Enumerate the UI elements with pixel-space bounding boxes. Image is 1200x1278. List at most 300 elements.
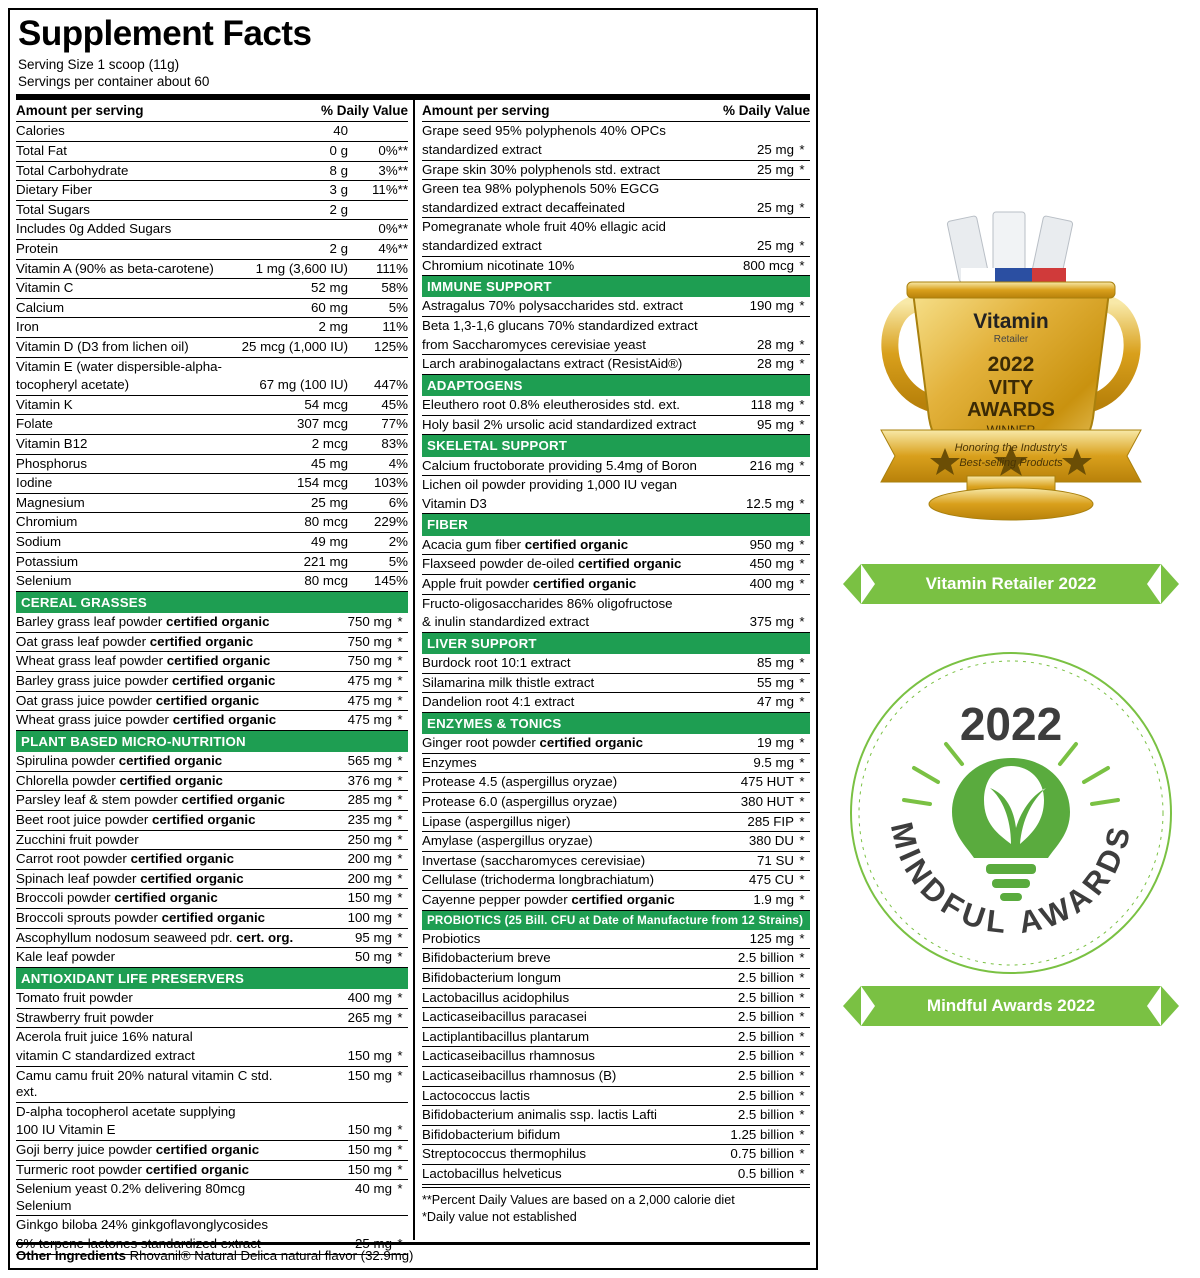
- nutrient-star: *: [392, 1008, 408, 1028]
- nutrient-row: [422, 949, 810, 969]
- nutrient-name: Wheat grass leaf powder certified organic: [16, 652, 296, 672]
- nutrient-row: [16, 122, 408, 141]
- nutrient-row: [422, 930, 810, 949]
- nutrient-amount: 60 mg: [242, 298, 348, 318]
- nutrient-amount: 376 mg: [296, 771, 392, 791]
- nutrient-row: [16, 752, 408, 771]
- nutrient-amount: 150 mg: [296, 1121, 392, 1140]
- nutrient-daily-value: 5%: [348, 298, 408, 318]
- nutrient-row: [422, 218, 810, 237]
- nutrient-amount: 25 mg: [698, 199, 794, 218]
- nutrient-amount: [698, 180, 794, 199]
- nutrient-daily-value: 58%: [348, 279, 408, 299]
- nutrient-star: *: [392, 948, 408, 968]
- nutrient-star: *: [794, 693, 810, 713]
- nutrient-amount: 150 mg: [296, 889, 392, 909]
- nutrient-row: [16, 1140, 408, 1160]
- nutrient-star: *: [794, 256, 810, 276]
- nutrition-column-left: [16, 100, 413, 1252]
- nutrient-row: [422, 336, 810, 355]
- nutrient-row: [422, 122, 810, 141]
- nutrient-amount: 380 HUT: [698, 793, 794, 813]
- nutrient-star: *: [794, 396, 810, 415]
- nutrient-amount: 475 HUT: [698, 773, 794, 793]
- nutrient-row: [422, 753, 810, 773]
- nutrient-star: *: [794, 1027, 810, 1047]
- nutrient-amount: 380 DU: [698, 832, 794, 852]
- nutrient-row: [16, 672, 408, 692]
- nutrient-name: 6% terpene lactones standardized extract: [16, 1235, 296, 1254]
- nutrient-star: *: [794, 1106, 810, 1126]
- nutrient-name: Includes 0g Added Sugars: [16, 220, 242, 240]
- nutrient-row: [16, 691, 408, 711]
- section-header: ADAPTOGENS: [422, 375, 810, 396]
- nutrient-star: *: [794, 891, 810, 911]
- nutrient-table: [422, 457, 810, 515]
- nutrient-amount: [698, 218, 794, 237]
- nutrient-row: [422, 1008, 810, 1028]
- serving-size: Serving Size 1 scoop (11g): [18, 56, 180, 72]
- ribbon2-notch-left: [861, 986, 875, 1026]
- nutrient-name: Fructo-oligosaccharides 86% oligofructose: [422, 595, 673, 611]
- organic-tag: certified organic: [166, 614, 270, 630]
- organic-tag: certified organic: [130, 851, 235, 867]
- nutrient-amount: 19 mg: [698, 734, 794, 753]
- nutrient-name: Lactiplantibacillus plantarum: [422, 1027, 698, 1047]
- nutrient-amount: 475 CU: [698, 871, 794, 891]
- nutrient-name: Spinach leaf powder certified organic: [16, 869, 296, 889]
- nutrient-amount: 2 g: [242, 239, 348, 259]
- nutrient-row: [16, 572, 408, 592]
- nutrient-row: [422, 613, 810, 632]
- nutrient-amount: [698, 476, 794, 495]
- organic-tag: cert. org.: [236, 929, 294, 945]
- nutrient-star: [794, 594, 810, 613]
- organic-tag: certified organic: [140, 870, 244, 886]
- organic-tag: certified organic: [172, 712, 277, 728]
- nutrient-star: *: [392, 909, 408, 929]
- nutrient-amount: 52 mg: [242, 279, 348, 299]
- nutrient-amount: 307 mcg: [242, 415, 348, 435]
- nutrient-row: [16, 1160, 408, 1180]
- nutrient-row: [422, 891, 810, 911]
- nutrient-name: Phosphorus: [16, 454, 242, 474]
- nutrient-name: Folate: [16, 415, 242, 435]
- nutrient-star: *: [794, 988, 810, 1008]
- nutrient-star: *: [392, 1160, 408, 1180]
- nutrient-row: [422, 355, 810, 375]
- nutrient-star: [794, 218, 810, 237]
- nutrient-amount: 95 mg: [698, 415, 794, 435]
- nutrient-name: & inulin standardized extract: [422, 613, 698, 632]
- nutrient-name: Cellulase (trichoderma longbrachiatum): [422, 871, 698, 891]
- nutrient-row: [422, 773, 810, 793]
- nutrient-row: [422, 555, 810, 575]
- trophy-line1-text: VITY: [988, 377, 1034, 399]
- nutrient-row: [16, 474, 408, 494]
- nutrient-daily-value: 447%: [348, 376, 408, 395]
- nutrient-row: [16, 239, 408, 259]
- nutrient-row: [16, 318, 408, 338]
- nutrient-amount: 100 mg: [296, 909, 392, 929]
- section-header: PLANT BASED MICRO-NUTRITION: [16, 731, 408, 752]
- nutrient-row: [422, 968, 810, 988]
- nutrient-name: Ginger root powder certified organic: [422, 734, 698, 753]
- nutrient-daily-value: 6%: [348, 493, 408, 513]
- nutrient-row: [422, 180, 810, 199]
- nutrient-table: [16, 122, 408, 592]
- nutrient-name: Ginkgo biloba 24% ginkgoflavonglycosides: [16, 1217, 269, 1233]
- nutrient-table: [422, 297, 810, 374]
- nutrient-amount: [242, 220, 348, 240]
- nutrient-amount: 2.5 billion: [698, 1106, 794, 1126]
- daily-value-label: % Daily Value: [320, 103, 408, 119]
- organic-tag: certified organic: [114, 890, 218, 906]
- nutrient-star: *: [794, 793, 810, 813]
- nutrient-name: Cayenne pepper powder certified organic: [422, 891, 698, 911]
- nutrient-row: [422, 1086, 810, 1106]
- nutrient-amount: 9.5 mg: [698, 753, 794, 773]
- seal-year-text: 2022: [959, 698, 1063, 750]
- nutrient-name: vitamin C standardized extract: [16, 1047, 296, 1066]
- nutrient-row: [422, 415, 810, 435]
- nutrient-name: Magnesium: [16, 493, 242, 513]
- nutrient-amount: [242, 357, 348, 376]
- nutrition-column-right: [413, 100, 810, 1240]
- nutrient-name: Vitamin E (water dispersible-alpha-: [16, 358, 222, 374]
- nutrient-star: [794, 476, 810, 495]
- nutrient-amount: 49 mg: [242, 533, 348, 553]
- nutrient-star: *: [794, 536, 810, 555]
- right-column-body: [422, 122, 810, 1184]
- nutrient-name: 100 IU Vitamin E: [16, 1121, 296, 1140]
- section-header: IMMUNE SUPPORT: [422, 276, 810, 297]
- nutrient-name: Acacia gum fiber certified organic: [422, 536, 698, 555]
- nutrient-amount: 125 mg: [698, 930, 794, 949]
- nutrient-star: *: [794, 968, 810, 988]
- nutrient-row: [422, 793, 810, 813]
- nutrient-row: [422, 199, 810, 218]
- nutrient-amount: 800 mcg: [698, 256, 794, 276]
- nutrient-amount: 250 mg: [296, 830, 392, 850]
- nutrient-name: Astragalus 70% polysaccharides std. extract: [422, 297, 698, 316]
- nutrient-star: *: [794, 336, 810, 355]
- nutrient-amount: 25 mg: [242, 493, 348, 513]
- nutrient-row: [16, 395, 408, 415]
- nutrient-row: [422, 1165, 810, 1185]
- nutrient-star: *: [794, 297, 810, 316]
- nutrient-star: *: [392, 672, 408, 692]
- nutrient-row: [16, 298, 408, 318]
- nutrient-name: Lacticaseibacillus paracasei: [422, 1008, 698, 1028]
- nutrient-row: [422, 851, 810, 871]
- nutrient-table: [16, 752, 408, 968]
- nutrient-daily-value: [348, 357, 408, 376]
- nutrient-amount: 1.9 mg: [698, 891, 794, 911]
- nutrient-name: Parsley leaf & stem powder certified organic: [16, 791, 296, 811]
- nutrient-row: [16, 771, 408, 791]
- ribbon-vitamin-retailer: [861, 564, 1161, 604]
- column-header-right: [422, 100, 810, 122]
- nutrient-name: Chromium nicotinate 10%: [422, 256, 698, 276]
- nutrient-row: [422, 574, 810, 594]
- nutrient-name: Probiotics: [422, 930, 698, 949]
- nutrient-table: [422, 734, 810, 910]
- nutrient-star: *: [794, 1047, 810, 1067]
- nutrient-amount: 25 mg: [698, 141, 794, 160]
- nutrient-daily-value: 145%: [348, 572, 408, 592]
- nutrient-row: [422, 871, 810, 891]
- nutrient-row: [16, 989, 408, 1008]
- nutrient-name: Oat grass juice powder certified organic: [16, 691, 296, 711]
- nutrient-name: Silamarina milk thistle extract: [422, 673, 698, 693]
- nutrient-name: Protease 4.5 (aspergillus oryzae): [422, 773, 698, 793]
- trophy-brand-sub-text: Retailer: [993, 334, 1029, 345]
- nutrient-row: [16, 454, 408, 474]
- nutrient-amount: [296, 1102, 392, 1121]
- nutrient-table: [16, 613, 408, 731]
- nutrient-daily-value: [348, 122, 408, 141]
- nutrient-amount: 80 mcg: [242, 513, 348, 533]
- nutrient-name: D-alpha tocopherol acetate supplying: [16, 1103, 236, 1119]
- nutrient-amount: 200 mg: [296, 869, 392, 889]
- mindful-awards-seal-icon: [846, 648, 1176, 978]
- nutrient-name: Calcium fructoborate providing 5.4mg of Boron: [422, 457, 698, 476]
- awards-column: [830, 8, 1192, 1270]
- footnotes: [422, 1187, 810, 1226]
- organic-tag: certified organic: [152, 811, 256, 827]
- nutrient-name: Dietary Fiber: [16, 181, 242, 201]
- nutrient-row: [16, 1028, 408, 1047]
- nutrient-row: [16, 415, 408, 435]
- nutrient-amount: 2 g: [242, 200, 348, 220]
- nutrient-amount: 150 mg: [296, 1047, 392, 1066]
- nutrient-amount: 95 mg: [296, 928, 392, 948]
- nutrient-star: *: [794, 773, 810, 793]
- nutrient-row: [422, 256, 810, 276]
- nutrient-row: [422, 812, 810, 832]
- nutrient-row: [16, 850, 408, 870]
- organic-tag: certified organic: [577, 556, 682, 572]
- nutrient-daily-value: 11%: [348, 318, 408, 338]
- nutrient-star: *: [794, 753, 810, 773]
- nutrient-amount: 3 g: [242, 181, 348, 201]
- nutrient-name: Selenium yeast 0.2% delivering 80mcg Selenium: [16, 1180, 296, 1216]
- nutrient-row: [16, 1121, 408, 1140]
- nutrient-star: *: [392, 989, 408, 1008]
- nutrient-amount: 450 mg: [698, 555, 794, 575]
- nutrient-star: [794, 180, 810, 199]
- footnote-daily-values: **Percent Daily Values are based on a 2,000 calorie diet: [422, 1192, 735, 1207]
- nutrient-row: [16, 357, 408, 376]
- nutrient-daily-value: 3%**: [348, 161, 408, 181]
- nutrient-name: Lactobacillus acidophilus: [422, 988, 698, 1008]
- nutrient-table: [422, 396, 810, 435]
- nutrient-amount: 475 mg: [296, 711, 392, 731]
- nutrient-daily-value: 5%: [348, 552, 408, 572]
- nutrient-name: Bifidobacterium breve: [422, 949, 698, 969]
- nutrient-star: *: [794, 555, 810, 575]
- nutrient-name: Protein: [16, 239, 242, 259]
- nutrient-name: Vitamin D3: [422, 495, 698, 514]
- nutrient-amount: 25 mcg (1,000 IU): [242, 337, 348, 357]
- nutrient-star: *: [392, 691, 408, 711]
- nutrient-name: Tomato fruit powder: [16, 989, 296, 1008]
- nutrient-star: *: [392, 810, 408, 830]
- nutrient-amount: 54 mcg: [242, 395, 348, 415]
- nutrient-row: [16, 493, 408, 513]
- nutrient-amount: 2 mcg: [242, 435, 348, 455]
- nutrient-name: Strawberry fruit powder: [16, 1008, 296, 1028]
- nutrient-star: *: [794, 1145, 810, 1165]
- nutrient-amount: 190 mg: [698, 297, 794, 316]
- ribbon2-notch-right: [1147, 986, 1161, 1026]
- section-header: ENZYMES & TONICS: [422, 713, 810, 734]
- nutrient-amount: 2.5 billion: [698, 1008, 794, 1028]
- nutrient-amount: 150 mg: [296, 1066, 392, 1102]
- nutrient-row: [422, 317, 810, 336]
- nutrient-amount: 750 mg: [296, 632, 392, 652]
- nutrient-table: [422, 654, 810, 713]
- nutrient-row: [422, 297, 810, 316]
- nutrient-star: *: [794, 851, 810, 871]
- nutrient-star: *: [794, 141, 810, 160]
- nutrient-name: Wheat grass juice powder certified organic: [16, 711, 296, 731]
- nutrient-name: Invertase (saccharomyces cerevisiae): [422, 851, 698, 871]
- nutrient-row: [16, 652, 408, 672]
- nutrient-star: *: [794, 495, 810, 514]
- nutrient-name: Eleuthero root 0.8% eleutherosides std. ext.: [422, 396, 698, 415]
- nutrient-name: Lactobacillus helveticus: [422, 1165, 698, 1185]
- nutrient-star: *: [794, 673, 810, 693]
- nutrient-amount: [698, 122, 794, 141]
- nutrient-row: [16, 1216, 408, 1235]
- nutrient-daily-value: 83%: [348, 435, 408, 455]
- nutrient-row: [16, 711, 408, 731]
- nutrient-amount: 400 mg: [296, 989, 392, 1008]
- nutrient-name: Iron: [16, 318, 242, 338]
- vity-award-trophy: [830, 208, 1192, 543]
- nutrient-amount: 2.5 billion: [698, 988, 794, 1008]
- nutrient-amount: 750 mg: [296, 613, 392, 632]
- nutrient-star: *: [794, 654, 810, 673]
- nutrient-row: [16, 200, 408, 220]
- nutrient-name: Enzymes: [422, 753, 698, 773]
- nutrient-name: Barley grass juice powder certified organic: [16, 672, 296, 692]
- section-header: SKELETAL SUPPORT: [422, 435, 810, 456]
- organic-tag: certified organic: [149, 633, 254, 649]
- amount-per-serving-label: Amount per serving: [16, 103, 144, 119]
- nutrient-daily-value: [348, 200, 408, 220]
- nutrient-amount: 71 SU: [698, 851, 794, 871]
- nutrient-row: [16, 533, 408, 553]
- nutrient-name: Broccoli sprouts powder certified organic: [16, 909, 296, 929]
- organic-tag: certified organic: [118, 753, 223, 769]
- nutrient-name: Vitamin A (90% as beta-carotene): [16, 259, 242, 279]
- nutrient-daily-value: 77%: [348, 415, 408, 435]
- left-column-body: [16, 122, 408, 1254]
- nutrient-amount: 265 mg: [296, 1008, 392, 1028]
- nutrient-name: Chromium: [16, 513, 242, 533]
- nutrient-row: [422, 1027, 810, 1047]
- nutrient-row: [422, 495, 810, 514]
- nutrient-star: [392, 1216, 408, 1235]
- nutrient-name: standardized extract: [422, 237, 698, 256]
- organic-tag: certified organic: [532, 575, 637, 591]
- page-title: Supplement Facts: [18, 14, 312, 53]
- mindful-awards-seal: [830, 648, 1192, 983]
- nutrient-row: [16, 1180, 408, 1216]
- nutrient-star: *: [794, 949, 810, 969]
- nutrient-amount: 216 mg: [698, 457, 794, 476]
- nutrient-name: Iodine: [16, 474, 242, 494]
- nutrient-star: *: [392, 1235, 408, 1254]
- section-header: CEREAL GRASSES: [16, 592, 408, 613]
- nutrient-name: Bifidobacterium bifidum: [422, 1125, 698, 1145]
- nutrient-star: *: [794, 457, 810, 476]
- daily-value-label-right: % Daily Value: [722, 103, 810, 119]
- nutrient-name: Beet root juice powder certified organic: [16, 810, 296, 830]
- nutrient-name: Pomegranate whole fruit 40% ellagic acid: [422, 219, 666, 235]
- nutrient-star: *: [392, 711, 408, 731]
- organic-tag: certified organic: [166, 653, 271, 669]
- nutrient-amount: 565 mg: [296, 752, 392, 771]
- seal-arc-text: MINDFUL AWARDS: [883, 818, 1138, 941]
- nutrient-amount: 2 mg: [242, 318, 348, 338]
- nutrient-star: *: [794, 415, 810, 435]
- nutrient-name: Oat grass leaf powder certified organic: [16, 632, 296, 652]
- nutrient-star: *: [392, 613, 408, 632]
- section-header: PROBIOTICS (25 Bill. CFU at Date of Manufacture from 12 Strains): [422, 911, 810, 930]
- nutrient-amount: 28 mg: [698, 336, 794, 355]
- nutrient-row: [16, 889, 408, 909]
- nutrient-amount: 25 mg: [296, 1235, 392, 1254]
- nutrient-daily-value: 0%**: [348, 141, 408, 161]
- nutrient-row: [422, 988, 810, 1008]
- nutrient-amount: 235 mg: [296, 810, 392, 830]
- ribbon-mindful-awards-label: Mindful Awards 2022: [926, 996, 1096, 1015]
- nutrient-name: Kale leaf powder: [16, 948, 296, 968]
- nutrient-table: [422, 930, 810, 1185]
- nutrient-name: tocopheryl acetate): [16, 376, 242, 395]
- nutrient-amount: 47 mg: [698, 693, 794, 713]
- nutrient-name: Streptococcus thermophilus: [422, 1145, 698, 1165]
- nutrient-star: *: [794, 871, 810, 891]
- nutrient-amount: 1.25 billion: [698, 1125, 794, 1145]
- nutrient-row: [422, 1047, 810, 1067]
- nutrient-name: Total Fat: [16, 141, 242, 161]
- organic-tag: certified organic: [155, 692, 260, 708]
- nutrient-name: Sodium: [16, 533, 242, 553]
- nutrient-amount: 40: [242, 122, 348, 141]
- nutrient-name: Turmeric root powder certified organic: [16, 1160, 296, 1180]
- nutrient-star: *: [392, 928, 408, 948]
- ribbon-mindful-awards: [861, 986, 1161, 1026]
- nutrient-amount: 8 g: [242, 161, 348, 181]
- nutrient-star: *: [392, 1180, 408, 1216]
- nutrient-row: [422, 1145, 810, 1165]
- nutrient-name: Flaxseed powder de-oiled certified organic: [422, 555, 698, 575]
- section-header: FIBER: [422, 514, 810, 535]
- nutrient-amount: 285 FIP: [698, 812, 794, 832]
- nutrient-star: [794, 317, 810, 336]
- nutrient-name: Goji berry juice powder certified organic: [16, 1140, 296, 1160]
- nutrient-row: [16, 279, 408, 299]
- nutrient-amount: 55 mg: [698, 673, 794, 693]
- nutrient-name: Lactococcus lactis: [422, 1086, 698, 1106]
- nutrient-row: [16, 791, 408, 811]
- nutrient-star: [392, 1028, 408, 1047]
